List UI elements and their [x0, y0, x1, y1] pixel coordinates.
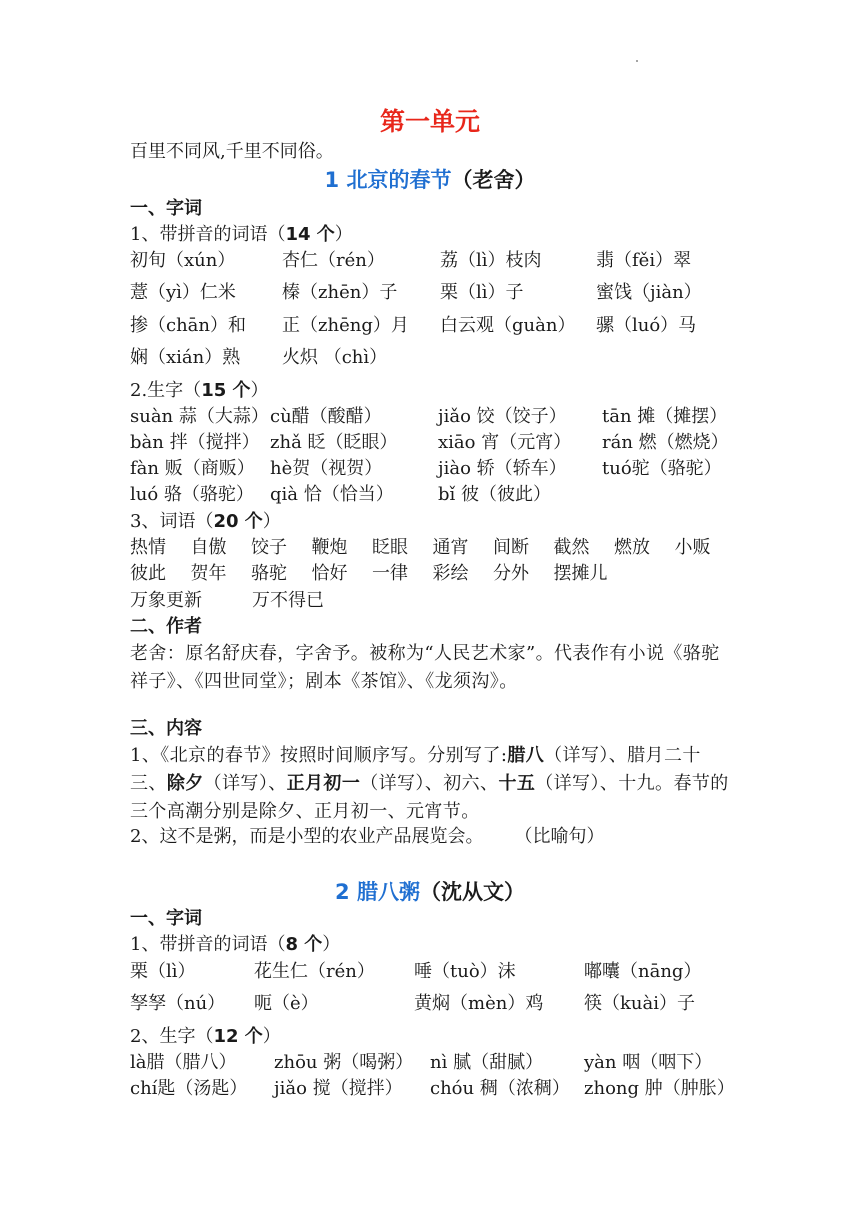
- word-item: 小贩: [674, 537, 711, 558]
- char-item: bàn 拌（搅拌）: [130, 432, 260, 453]
- heading-count: 14 个: [285, 224, 335, 245]
- word-item: 彩绘: [432, 563, 469, 584]
- word-item: 眨眼: [372, 537, 408, 558]
- lesson2-title-author: （沈从文）: [419, 879, 525, 904]
- char-item: cù醋（酸醋）: [270, 406, 382, 427]
- char-item: nì 腻（甜腻）: [430, 1052, 544, 1073]
- char-item: jiào 轿（轿车）: [438, 458, 567, 479]
- pinyin-word: 呃（è）: [254, 993, 319, 1014]
- heading-close: ）: [334, 224, 353, 245]
- pinyin-word: 初旬（xún）: [130, 250, 236, 271]
- word-item: 万象更新: [130, 590, 202, 611]
- lesson1-pinyin-heading: [130, 222, 353, 248]
- lesson1-chars-heading: [130, 378, 269, 404]
- word-item: 一律: [372, 563, 408, 584]
- word-item: 摆摊儿: [553, 563, 608, 584]
- char-item: luó 骆（骆驼）: [130, 484, 254, 505]
- pinyin-word: 栗（lì）子: [440, 282, 524, 303]
- pinyin-word: 白云观（guàn）: [440, 315, 576, 336]
- word-item: 恰好: [311, 563, 348, 584]
- pinyin-word: 翡（fěi）翠: [596, 250, 692, 271]
- lesson1-title-author: （老舍）: [451, 167, 536, 192]
- lesson1-words-heading: [130, 509, 281, 535]
- pinyin-word: 孥孥（nú）: [130, 993, 226, 1014]
- char-item: zhong 肿（肿胀）: [584, 1078, 735, 1099]
- lesson1-section-words: 一、字词: [130, 198, 202, 219]
- char-item: bǐ 彼（彼此）: [438, 484, 552, 505]
- lesson2-chars-heading: [130, 1024, 281, 1050]
- char-item: tān 摊（摊摆）: [602, 406, 728, 427]
- heading-count: 20 个: [213, 511, 263, 532]
- pinyin-word: 筷（kuài）子: [584, 993, 695, 1014]
- lesson2-section-words: 一、字词: [130, 908, 202, 929]
- content-text: （详写）、: [203, 773, 287, 794]
- char-item: qià 恰（恰当）: [270, 484, 394, 505]
- char-item: là腊（腊八）: [130, 1052, 237, 1073]
- motto: 百里不同风,千里不同俗。: [130, 141, 334, 162]
- char-item: rán 燃（燃烧）: [602, 432, 729, 453]
- pinyin-word: 黄焖（mèn）鸡: [414, 993, 544, 1014]
- char-item: hè贺（视贺）: [270, 458, 383, 479]
- lesson1-author-text: 老舍：原名舒庆春，字舍予。被称为“人民艺术家”。代表作有小说《骆驼祥子》、《四世同堂》；剧本《茶馆》、《龙须沟》。: [130, 643, 720, 692]
- content-text: （详写）、初六、: [360, 773, 499, 794]
- pinyin-word: 蜜饯（jiàn）: [596, 282, 702, 303]
- char-item: chóu 稠（浓稠）: [430, 1078, 570, 1099]
- word-item: 鞭炮: [311, 537, 348, 558]
- word-item: 彼此: [130, 563, 166, 584]
- pinyin-word: 薏（yì）仁米: [130, 282, 236, 303]
- char-item: suàn 蒜（大蒜）: [130, 406, 269, 427]
- page-dot: [636, 60, 638, 62]
- heading-count: 15 个: [201, 380, 251, 401]
- word-item: 热情: [130, 537, 166, 558]
- heading-text: 1、带拼音的词语（: [130, 224, 286, 245]
- word-item: 万不得已: [252, 590, 324, 611]
- heading-text: 2.生字（: [130, 380, 202, 401]
- word-item: 燃放: [614, 537, 650, 558]
- emphasis-text: 正月初一: [286, 773, 361, 794]
- word-item: 截然: [553, 537, 590, 558]
- char-item: yàn 咽（咽下）: [584, 1052, 713, 1073]
- unit-title: 第一单元: [379, 107, 480, 136]
- char-item: jiǎo 搅（搅拌）: [274, 1078, 403, 1099]
- word-item: 通宵: [432, 537, 469, 558]
- lesson1-section-author: 二、作者: [130, 616, 202, 637]
- word-item: 间断: [493, 537, 529, 558]
- lesson1-content-1: [130, 742, 732, 826]
- pinyin-word: 嘟囔（nāng）: [584, 961, 702, 982]
- emphasis-text: 除夕: [166, 773, 204, 794]
- heading-close: ）: [322, 934, 341, 955]
- lesson1-section-content: 三、内容: [130, 718, 202, 739]
- heading-count: 12 个: [213, 1026, 263, 1047]
- char-item: zhǎ 眨（眨眼）: [270, 432, 398, 453]
- pinyin-word: 掺（chān）和: [130, 315, 246, 336]
- heading-text: 1、带拼音的词语（: [130, 934, 286, 955]
- pinyin-word: 荔（lì）枝肉: [440, 250, 542, 271]
- char-item: zhōu 粥（喝粥）: [274, 1052, 414, 1073]
- word-item: 分外: [493, 563, 529, 584]
- heading-close: ）: [262, 511, 281, 532]
- lesson1-title: [0, 165, 860, 195]
- word-item: 饺子: [251, 537, 287, 558]
- word-item: 贺年: [190, 563, 227, 584]
- pinyin-word: 骡（luó）马: [596, 315, 697, 336]
- lesson2-pinyin-heading: [130, 932, 340, 958]
- heading-count: 8 个: [285, 934, 323, 955]
- char-item: tuó驼（骆驼）: [602, 458, 722, 479]
- heading-text: 3、词语（: [130, 511, 214, 532]
- lesson2-title: [0, 877, 860, 907]
- content-text: （详写）、十九。春节的三个高潮分别是除夕、正月初一、元宵节。: [130, 773, 729, 822]
- char-item: fàn 贩（商贩）: [130, 458, 255, 479]
- lesson2-title-number: 2 腊八粥: [335, 880, 420, 904]
- heading-text: 2、生字（: [130, 1026, 214, 1047]
- pinyin-word: 唾（tuò）沫: [414, 961, 516, 982]
- content-note: （比喻句）: [523, 826, 605, 847]
- pinyin-word: 火炽 （chì）: [282, 347, 388, 368]
- char-item: jiǎo 饺（饺子）: [438, 406, 567, 427]
- emphasis-text: 腊八: [507, 745, 545, 766]
- heading-close: ）: [250, 380, 269, 401]
- content-text: 1、《北京的春节》按照时间顺序写。分别写了:: [130, 745, 508, 766]
- content-text: （详写）、腊月二十三、: [130, 745, 701, 794]
- content-text: 2、这不是粥，而是小型的农业产品展览会。: [130, 826, 484, 847]
- pinyin-word: 花生仁（rén）: [254, 961, 375, 982]
- char-item: chí匙（汤匙）: [130, 1078, 248, 1099]
- pinyin-word: 榛（zhēn）子: [282, 282, 398, 303]
- char-item: xiāo 宵（元宵）: [438, 432, 572, 453]
- lesson1-content-2: [130, 824, 604, 850]
- word-item: 骆驼: [251, 563, 287, 584]
- emphasis-text: 十五: [498, 773, 536, 794]
- pinyin-word: 正（zhēng）月: [282, 315, 409, 336]
- lesson1-title-number: 1 北京的春节: [324, 168, 452, 192]
- word-item: 自傲: [190, 537, 227, 558]
- pinyin-word: 杏仁（rén）: [282, 250, 385, 271]
- pinyin-word: 栗（lì）: [130, 961, 196, 982]
- heading-close: ）: [262, 1026, 281, 1047]
- pinyin-word: 娴（xián）熟: [130, 347, 241, 368]
